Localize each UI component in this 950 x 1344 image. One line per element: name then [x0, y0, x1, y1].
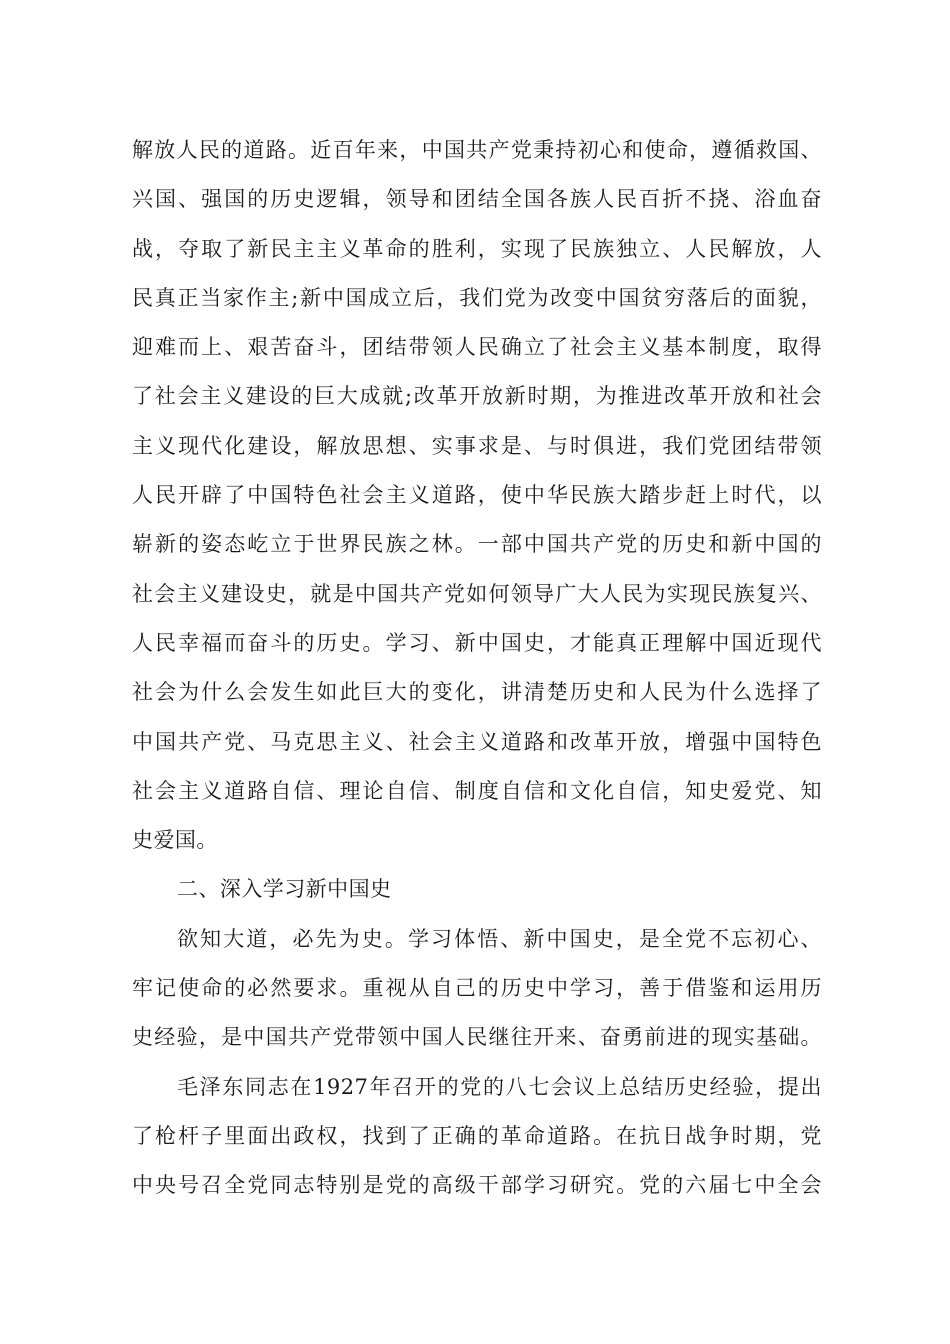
text-line: 主义现代化建设，解放思想、实事求是、与时俱进，我们党团结带领 [132, 433, 822, 458]
text-line: 社会主义道路自信、理论自信、制度自信和文化自信，知史爱党、知 [132, 778, 822, 803]
text-line: 崭新的姿态屹立于世界民族之林。一部中国共产党的历史和新中国的 [132, 532, 822, 557]
text-line: 迎难而上、艰苦奋斗，团结带领人民确立了社会主义基本制度，取得 [132, 335, 822, 360]
text-line: 民真正当家作主;新中国成立后，我们党为改变中国贫穷落后的面貌， [132, 285, 822, 310]
section-heading: 二、深入学习新中国史 [177, 877, 392, 902]
text-line: 了枪杆子里面出政权，找到了正确的革命道路。在抗日战争时期，党 [132, 1123, 822, 1148]
text-line: 兴国、强国的历史逻辑，领导和团结全国各族人民百折不挠、浴血奋 [132, 187, 822, 212]
text-line: 解放人民的道路。近百年来，中国共产党秉持初心和使命，遵循救国、 [132, 138, 822, 162]
text-line: 牢记使命的必然要求。重视从自己的历史中学习，善于借鉴和运用历 [132, 976, 822, 1001]
text-line: 毛泽东同志在1927年召开的党的八七会议上总结历史经验，提出 [177, 1074, 822, 1099]
text-line: 社会为什么会发生如此巨大的变化，讲清楚历史和人民为什么选择了 [132, 680, 822, 705]
text-line: 人民幸福而奋斗的历史。学习、新中国史，才能真正理解中国近现代 [132, 630, 822, 655]
body-text [132, 126, 822, 1211]
text-line: 战，夺取了新民主主义革命的胜利，实现了民族独立、人民解放，人 [132, 236, 822, 261]
text-line: 史爱国。 [132, 828, 218, 853]
text-line: 了社会主义建设的巨大成就;改革开放新时期，为推进改革开放和社会 [132, 384, 822, 409]
text-line: 欲知大道，必先为史。学习体悟、新中国史，是全党不忘初心、 [177, 926, 822, 951]
text-line: 社会主义建设史，就是中国共产党如何领导广大人民为实现民族复兴、 [132, 581, 822, 606]
text-line: 人民开辟了中国特色社会主义道路，使中华民族大踏步赶上时代，以 [132, 483, 822, 508]
text-line: 中央号召全党同志特别是党的高级干部学习研究。党的六届七中全会 [132, 1173, 822, 1198]
text-line: 中国共产党、马克思主义、社会主义道路和改革开放，增强中国特色 [132, 729, 822, 754]
text-line: 史经验，是中国共产党带领中国人民继往开来、奋勇前进的现实基础。 [132, 1025, 822, 1050]
